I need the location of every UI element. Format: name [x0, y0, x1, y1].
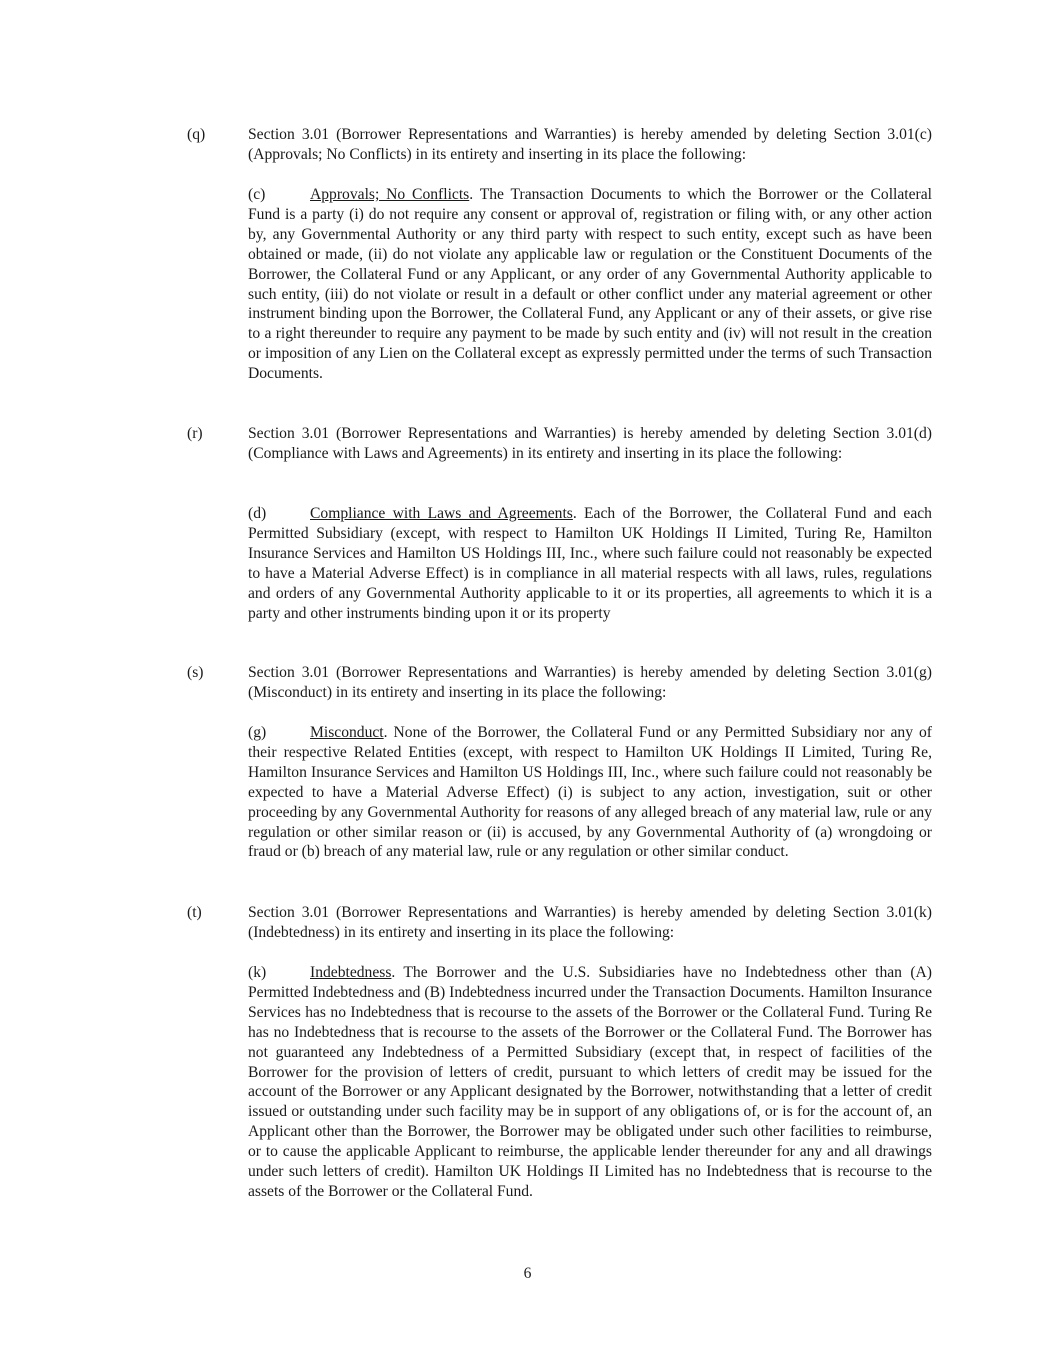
- subsection-heading: Compliance with Laws and Agreements: [310, 505, 573, 522]
- amendment-r: [187, 424, 932, 464]
- subsection-text: . The Borrower and the U.S. Subsidiaries have no Indebtedness other than (A) Permitted Indebtedness and (B) Indebtedness incurred under the Transaction Documents. Hamilton Insurance Services has no Indebtedness that is recourse to the assets of the Borrower or the Collateral Fund. Turing Re has no Indebtedness that is recourse to the assets of the Borrower or the Collateral Fund. The Borrower has not guaranteed any Indebtedness of a Permitted Subsidiary (except that, in respect of facilities of the Borrower for the provision of letters of credit, pursuant to which letters of credit may be issued for the account of the Borrower or any Applicant designated by the Borrower, notwithstanding that a letter of credit issued or outstanding under such facility may be in support of any obligations of, or is for the account of, an Applicant other than the Borrower, the Borrower may be obligated under such other facilities to reimburse, or to cause the applicable Applicant to reimburse, the applicable lender thereunder for any and all drawings under such letters of credit). Hamilton UK Holdings II Limited has no Indebtedness that is recourse to the assets of the Borrower or the Collateral Fund.: [248, 964, 932, 1200]
- subsection-heading: Approvals; No Conflicts: [310, 186, 470, 203]
- subsection-label: (k): [248, 964, 267, 981]
- subsection-label: (d): [248, 505, 267, 522]
- amendment-t: [187, 903, 932, 943]
- amendment-text: Section 3.01 (Borrower Representations and Warranties) is hereby amended by deleting Section 3.01(c) (Approvals; No Conflicts) in its entirety and inserting in its place the following:: [248, 126, 932, 163]
- subsection-text: . Each of the Borrower, the Collateral Fund and each Permitted Subsidiary (except, with respect to Hamilton UK Holdings II Limited, Turing Re, Hamilton Insurance Services and Hamilton US Holdings III, Inc., where such failure could not reasonably be expected to have a Material Adverse Effect) is in compliance in all material respects with all laws, rules, regulations and orders of any Governmental Authority applicable to it or its properties, all agreements to which it is a party and other instruments binding upon it or its property: [248, 505, 932, 622]
- amendment-label: (r): [187, 425, 203, 442]
- amendment-text: Section 3.01 (Borrower Representations and Warranties) is hereby amended by deleting Section 3.01(g) (Misconduct) in its entirety and inserting in its place the following:: [248, 664, 932, 701]
- subsection-heading: Misconduct: [310, 724, 384, 741]
- subsection-d: [248, 504, 932, 623]
- amendment-s: [187, 663, 932, 703]
- subsection-label: (g): [248, 724, 267, 741]
- subsection-k: [248, 963, 932, 1202]
- amendment-label: (s): [187, 664, 204, 681]
- amendment-text: Section 3.01 (Borrower Representations and Warranties) is hereby amended by deleting Section 3.01(k) (Indebtedness) in its entirety and inserting in its place the following:: [248, 904, 932, 941]
- subsection-text: . The Transaction Documents to which the Borrower or the Collateral Fund is a party (i) do not require any consent or approval of, registration or filing with, or any other action by, any Governmental Authority or any third party with respect to such entity, except such as have been obtained or made, (ii) do not violate any applicable law or regulation or the Constituent Documents of the Borrower, the Collateral Fund or any Applicant, or any order of any Governmental Authority applicable to such entity, (iii) do not violate or result in a default or other conflict under any material agreement or other instrument binding upon the Borrower, the Collateral Fund, any Applicant or any of their assets, or give rise to a right thereunder to require any payment to be made by such entity and (iv) will not result in the creation or imposition of any Lien on the Collateral except as expressly permitted under the terms of such Transaction Documents.: [248, 186, 933, 383]
- subsection-c: [248, 185, 932, 384]
- amendment-q: [187, 125, 932, 165]
- page-number: 6: [523, 1265, 532, 1282]
- subsection-label: (c): [248, 186, 266, 203]
- amendment-text: Section 3.01 (Borrower Representations and Warranties) is hereby amended by deleting Section 3.01(d) (Compliance with Laws and Agreements) in its entirety and inserting in its place the following:: [248, 425, 932, 462]
- subsection-text: . None of the Borrower, the Collateral Fund or any Permitted Subsidiary nor any of their respective Related Entities (except, with respect to Hamilton UK Holdings II Limited, Turing Re, Hamilton Insurance Services and Hamilton US Holdings III, Inc., where such failure could not reasonably be expected to have a Material Adverse Effect) (i) is subject to any action, investigation, suit or other proceeding by any Governmental Authority for reasons of any alleged breach of any material law, rule or any regulation or other similar reason or (ii) is accused, by any Governmental Authority of (a) wrongdoing or fraud or (b) breach of any material law, rule or any regulation or other similar conduct.: [248, 724, 932, 861]
- subsection-g: [248, 723, 932, 862]
- amendment-label: (t): [187, 904, 202, 921]
- subsection-heading: Indebtedness: [310, 964, 392, 981]
- amendment-label: (q): [187, 126, 206, 143]
